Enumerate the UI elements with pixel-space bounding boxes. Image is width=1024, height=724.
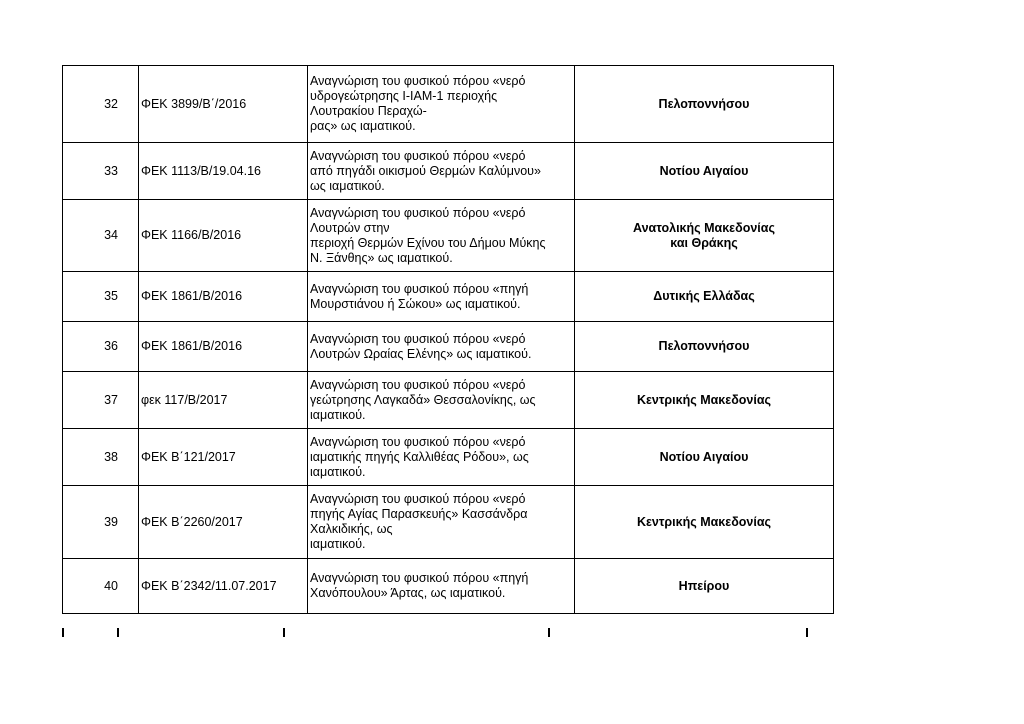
region [575, 486, 834, 559]
table-row [63, 272, 834, 322]
table-trailing-line [283, 628, 285, 637]
row-number: 40 [63, 559, 139, 614]
description-line: Ν. Ξάνθης» ως ιαματικού. [310, 250, 453, 265]
description-line: Αναγνώριση του φυσικού πόρου «νερό [310, 331, 526, 346]
table-body [63, 66, 834, 614]
region-line: Νοτίου Αιγαίου [659, 449, 749, 464]
description-line: Αναγνώριση του φυσικού πόρου «νερό [310, 492, 526, 506]
table-trailing-line [62, 628, 64, 637]
region-line: Κεντρικής Μακεδονίας [636, 514, 772, 529]
description-line: ως ιαματικού. [310, 178, 385, 193]
row-number: 34 [63, 200, 139, 272]
spa-resources-table [62, 65, 834, 614]
region [575, 143, 834, 200]
table-row [63, 559, 834, 614]
resource-description [308, 272, 575, 322]
region [575, 322, 834, 372]
description-line: γεώτρησης Λαγκαδά» Θεσσαλονίκης, ως [310, 392, 536, 407]
fek-reference: ΦΕΚ 1113/Β/19.04.16 [139, 143, 308, 200]
row-number: 37 [63, 372, 139, 429]
region-line: Νοτίου Αιγαίου [659, 163, 749, 178]
region-line: Πελοποννήσου [658, 96, 750, 111]
description-line: ιαματικού. [310, 407, 366, 422]
description-line: Αναγνώριση του φυσικού πόρου «νερό [310, 148, 526, 163]
table-row [63, 372, 834, 429]
fek-reference: ΦΕΚ 3899/Β΄/2016 [139, 66, 308, 143]
resource-description [308, 486, 575, 559]
region [575, 272, 834, 322]
region-line: Ανατολικής Μακεδονίας [633, 220, 775, 235]
resource-description [308, 372, 575, 429]
description-line: περιοχή Θερμών Εχίνου του Δήμου Μύκης [310, 235, 546, 250]
description-line: Λουτρών Ωραίας Ελένης» ως ιαματικού. [310, 346, 532, 361]
resource-description [308, 559, 575, 614]
table-row [63, 200, 834, 272]
row-number: 39 [63, 486, 139, 559]
region-line: Κεντρικής Μακεδονίας [636, 392, 772, 407]
table-trailing-line [548, 628, 550, 637]
row-number: 36 [63, 322, 139, 372]
fek-reference: ΦΕΚ 1861/Β/2016 [139, 322, 308, 372]
region-line: Ηπείρου [678, 578, 730, 593]
description-line: Χαλκιδικής, ως [310, 522, 393, 536]
region [575, 200, 834, 272]
region-line: Δυτικής Ελλάδας [653, 289, 755, 303]
fek-reference: ΦΕΚ 1166/Β/2016 [139, 200, 308, 272]
description-line: Αναγνώριση του φυσικού πόρου «πηγή [310, 281, 529, 296]
resource-description [308, 66, 575, 143]
table-row [63, 429, 834, 486]
resource-description [308, 200, 575, 272]
fek-reference: φεκ 117/Β/2017 [139, 372, 308, 429]
table-row [63, 66, 834, 143]
table-row [63, 143, 834, 200]
description-line: Χανόπουλου» Άρτας, ως ιαματικού. [310, 586, 506, 600]
description-line: υδρογεώτρησης Ι-ΙΑΜ-1 περιοχής [310, 89, 498, 103]
resource-description [308, 322, 575, 372]
description-line: Αναγνώριση του φυσικού πόρου «νερό [310, 205, 526, 220]
region [575, 559, 834, 614]
description-line: Λουτρών στην [310, 220, 390, 235]
region-line: και Θράκης [670, 235, 738, 250]
description-line: ιαματικού. [310, 464, 366, 479]
region [575, 372, 834, 429]
description-line: Μουρστιάνου ή Σώκου» ως ιαματικού. [310, 296, 521, 311]
description-line: ιαματικού. [310, 537, 366, 551]
row-number: 35 [63, 272, 139, 322]
fek-reference: ΦΕΚ Β΄2342/11.07.2017 [139, 559, 308, 614]
description-line: Λουτρακίου Περαχώ- [310, 104, 427, 118]
row-number: 32 [63, 66, 139, 143]
fek-reference: ΦΕΚ 1861/Β/2016 [139, 272, 308, 322]
row-number: 33 [63, 143, 139, 200]
description-line: ιαματικής πηγής Καλλιθέας Ρόδου», ως [310, 449, 529, 464]
table-row [63, 322, 834, 372]
description-line: Αναγνώριση του φυσικού πόρου «νερό [310, 434, 526, 449]
description-line: από πηγάδι οικισμού Θερμών Καλύμνου» [310, 163, 541, 178]
table-trailing-line [117, 628, 119, 637]
table-row [63, 486, 834, 559]
fek-reference: ΦΕΚ Β΄2260/2017 [139, 486, 308, 559]
description-line: πηγής Αγίας Παρασκευής» Κασσάνδρα [310, 507, 528, 521]
description-line: Αναγνώριση του φυσικού πόρου «νερό [310, 74, 526, 88]
description-line: Αναγνώριση του φυσικού πόρου «πηγή [310, 571, 529, 585]
region-line: Πελοποννήσου [658, 339, 750, 353]
resource-description [308, 429, 575, 486]
fek-reference: ΦΕΚ Β΄121/2017 [139, 429, 308, 486]
table-trailing-line [806, 628, 808, 637]
description-line: ρας» ως ιαματικού. [310, 119, 416, 133]
region [575, 429, 834, 486]
resource-description [308, 143, 575, 200]
region [575, 66, 834, 143]
description-line: Αναγνώριση του φυσικού πόρου «νερό [310, 377, 526, 392]
row-number: 38 [63, 429, 139, 486]
